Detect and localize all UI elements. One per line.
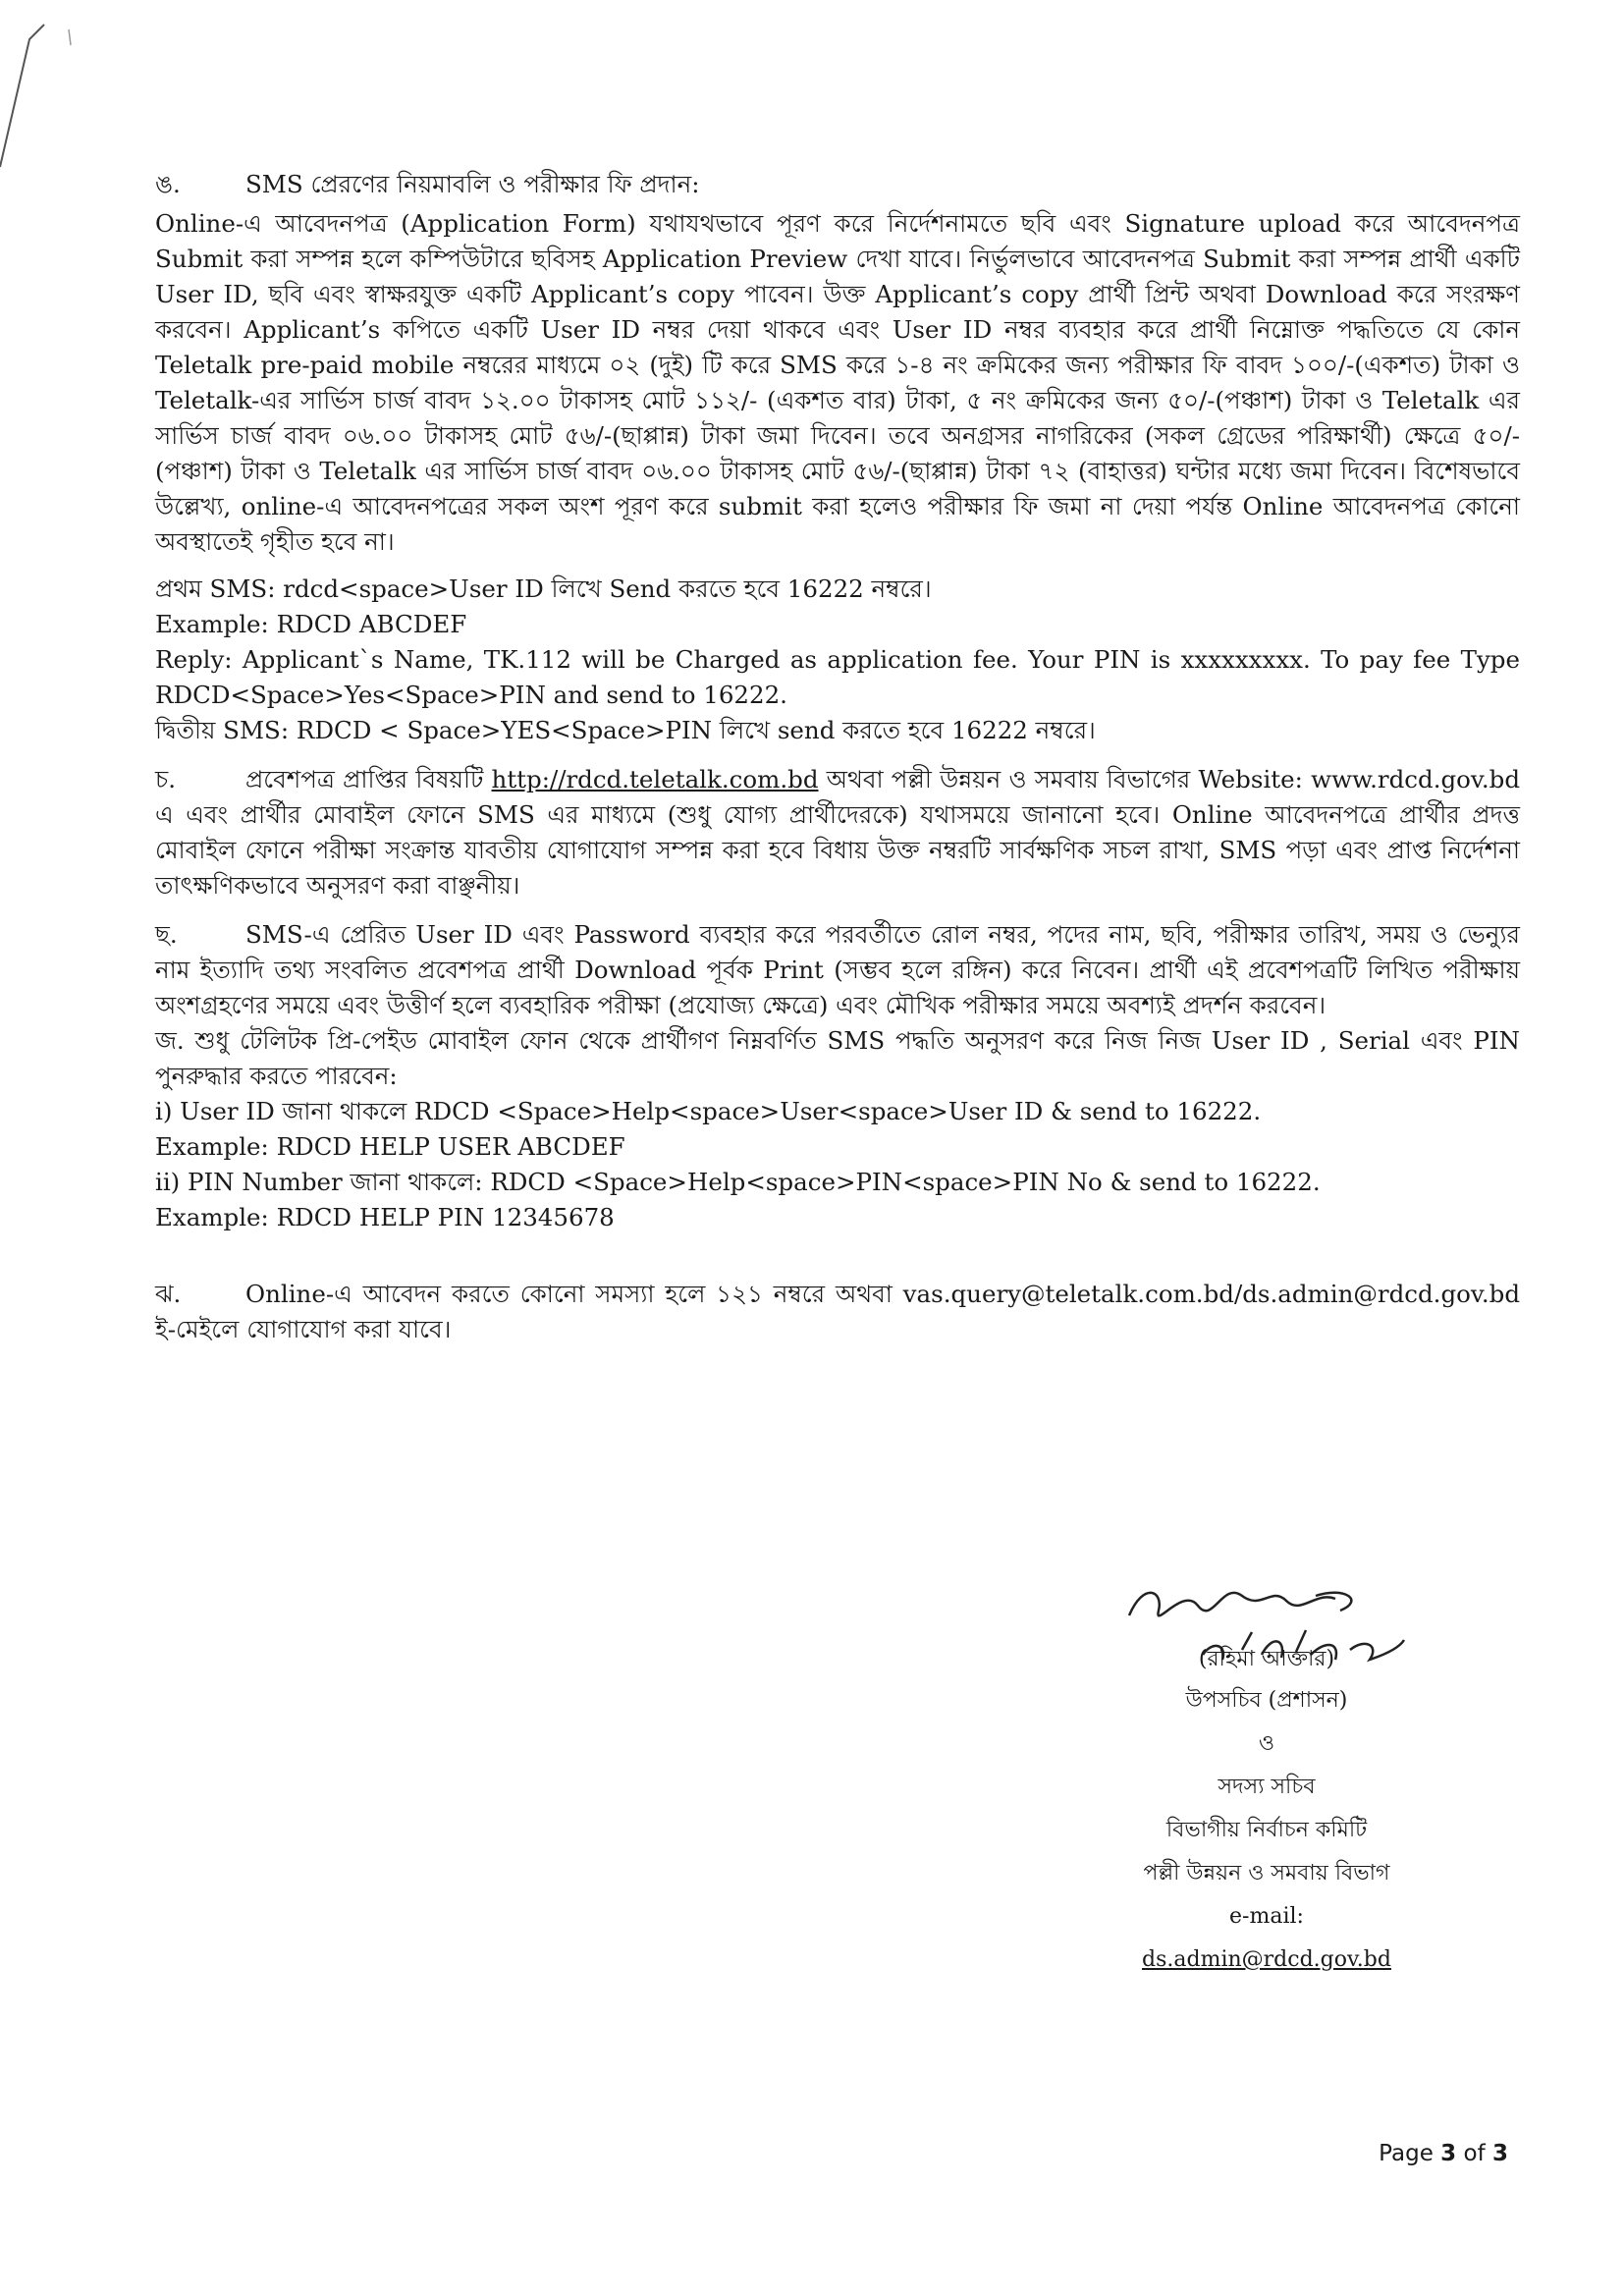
email-label: e-mail: — [1229, 1904, 1304, 1929]
document-body — [155, 167, 1520, 1347]
section-u-title: SMS প্রেরণের নিয়মাবলি ও পরীক্ষার ফি প্রদান: — [245, 170, 700, 198]
division-name: পল্লী উন্নয়ন ও সমবায় বিভাগ — [1143, 1861, 1390, 1886]
section-j-item2: ii) PIN Number জানা থাকলে: RDCD <Space>Help<space>PIN<space>PIN No & send to 16222. — [155, 1168, 1321, 1196]
page-number: Page 3 of 3 — [1379, 2141, 1508, 2166]
scan-edge-mark — [0, 0, 118, 177]
section-chh-number: ছ. — [155, 920, 178, 949]
signature-block — [1105, 1561, 1429, 1982]
section-j: জ. শুধু টেলিটক প্রি-পেইড মোবাইল ফোন থেকে প্রার্থীগণ নিম্নবর্ণিত SMS পদ্ধতি অনুসরণ করে নিজ নিজ User ID , Serial এবং PIN পুনরুদ্ধার করতে পারবেন: — [155, 1026, 1520, 1090]
section-ch-text-a: প্রবেশপত্র প্রাপ্তির বিষয়টি — [245, 765, 492, 793]
email-link[interactable]: ds.admin@rdcd.gov.bd — [1142, 1947, 1391, 1972]
committee-name: বিভাগীয় নির্বাচন কমিটি — [1165, 1818, 1368, 1842]
section-ch-number: চ. — [155, 765, 177, 793]
section-chh — [155, 917, 1520, 1023]
section-jh — [155, 1277, 1520, 1347]
sms-reply: Reply: Applicant`s Name, TK.112 will be Charged as application fee. Your PIN is xxxxxxxxx. To pay fee Type RDCD<Space>Yes<Space>PIN and send to 16222. — [155, 645, 1520, 709]
section-ch-text-b: অথবা পল্লী উন্নয়ন ও সমবায় বিভাগের Website: www.rdcd.gov.bd এ এবং প্রার্থীর মোবাইল ফোনে SMS এর মাধ্যমে (শুধু যোগ্য প্রার্থীদেরকে) যথাসময়ে জানানো হবে। Online আবেদনপত্রে প্রার্থীর প্রদত্ত মোবাইল ফোনে পরীক্ষা সংক্রান্ত যাবতীয় যোগাযোগ সম্পন্ন করা হবে বিধায় উক্ত নম্বরটি সার্বক্ষণিক সচল রাখা, SMS পড়া এবং প্রাপ্ত নির্দেশনা তাৎক্ষণিকভাবে অনুসরণ করা বাঞ্ছনীয়। — [155, 765, 1521, 900]
signatory-name: (রহিমা আক্তার) — [1198, 1647, 1335, 1671]
sms-example: Example: RDCD ABCDEF — [155, 610, 467, 638]
conjunction: ও — [1258, 1731, 1275, 1756]
email-line — [1105, 1895, 1429, 1982]
section-j-example2: Example: RDCD HELP PIN 12345678 — [155, 1203, 615, 1231]
admit-card-link[interactable]: http://rdcd.teletalk.com.bd — [491, 765, 819, 793]
section-j-example1: Example: RDCD HELP USER ABCDEF — [155, 1132, 625, 1161]
section-j-item1: i) User ID জানা থাকলে RDCD <Space>Help<space>User<space>User ID & send to 16222. — [155, 1097, 1262, 1125]
section-u-number: ঙ. — [155, 170, 181, 198]
second-sms: দ্বিতীয় SMS: RDCD < Space>YES<Space>PIN লিখে send করতে হবে 16222 নম্বরে। — [155, 716, 1096, 744]
section-jh-number: ঝ. — [155, 1280, 182, 1308]
member-secretary: সদস্য সচিব — [1218, 1775, 1316, 1799]
first-sms: প্রথম SMS: rdcd<space>User ID লিখে Send করতে হবে 16222 নম্বরে। — [155, 574, 932, 603]
section-u-body: Online-এ আবেদনপত্র (Application Form) যথাযথভাবে পূরণ করে নির্দেশনামতে ছবি এবং Signature upload করে আবেদনপত্র Submit করা সম্পন্ন হলে কম্পিউটারে ছবিসহ Application Preview দেখা যাবে। নির্ভুলভাবে আবেদনপত্র Submit করা সম্পন্ন প্রার্থী একটি User ID, ছবি এবং স্বাক্ষরযুক্ত একটি Applicant’s copy পাবেন। উক্ত Applicant’s copy প্রার্থী প্রিন্ট অথবা Download করে সংরক্ষণ করবেন। Applicant’s কপিতে একটি User ID নম্বর দেয়া থাকবে এবং User ID নম্বর ব্যবহার করে প্রার্থী নিম্নোক্ত পদ্ধতিতে যে কোন Teletalk pre-paid mobile নম্বরের মাধ্যমে ০২ (দুই) টি করে SMS করে ১-৪ নং ক্রমিকের জন্য পরীক্ষার ফি বাবদ ১০০/-(একশত) টাকা ও Teletalk-এর সার্ভিস চার্জ বাবদ ১২.০০ টাকাসহ মোট ১১২/- (একশত বার) টাকা, ৫ নং ক্রমিকের জন্য ৫০/-(পঞ্চাশ) টাকা ও Teletalk এর সার্ভিস চার্জ বাবদ ০৬.০০ টাকাসহ মোট ৫৬/-(ছাপ্পান্ন) টাকা জমা দিবেন। তবে অনগ্রসর নাগরিকের (সকল গ্রেডের পরিক্ষার্থী) ক্ষেত্রে ৫০/-(পঞ্চাশ) টাকা ও Teletalk এর সার্ভিস চার্জ বাবদ ০৬.০০ টাকাসহ মোট ৫৬/-(ছাপ্পান্ন) টাকা ৭২ (বাহাত্তর) ঘন্টার মধ্যে জমা দিবেন। বিশেষভাবে উল্লেখ্য, online-এ আবেদনপত্রের সকল অংশ পূরণ করে submit করা হলেও পরীক্ষার ফি জমা না দেয়া পর্যন্ত Online আবেদনপত্র কোনো অবস্থাতেই গৃহীত হবে না। — [155, 209, 1520, 556]
section-ch — [155, 762, 1520, 903]
sms-instructions — [155, 572, 1520, 748]
designation: উপসচিব (প্রশাসন) — [1185, 1688, 1348, 1713]
section-chh-body: SMS-এ প্রেরিত User ID এবং Password ব্যবহার করে পরবর্তীতে রোল নম্বর, পদের নাম, ছবি, পরীক্ষার তারিখ, সময় ও ভেন্যুর নাম ইত্যাদি তথ্য সংবলিত প্রবেশপত্র প্রার্থী Download পূর্বক Print (সম্ভব হলে রঙ্গিন) করে নিবেন। প্রার্থী এই প্রবেশপত্রটি লিখিত পরীক্ষায় অংশগ্রহণের সময়ে এবং উত্তীর্ণ হলে ব্যবহারিক পরীক্ষা (প্রযোজ্য ক্ষেত্রে) এবং মৌখিক পরীক্ষার সময়ে অবশ্যই প্রদর্শন করবেন। — [155, 920, 1520, 1019]
handwritten-signature — [1105, 1561, 1429, 1679]
section-jh-body: Online-এ আবেদন করতে কোনো সমস্যা হলে ১২১ নম্বরে অথবা vas.query@teletalk.com.bd/ds.admin@rdcd.gov.bd ই-মেইলে যোগাযোগ করা যাবে। — [155, 1280, 1520, 1343]
section-u-heading — [155, 167, 1520, 202]
